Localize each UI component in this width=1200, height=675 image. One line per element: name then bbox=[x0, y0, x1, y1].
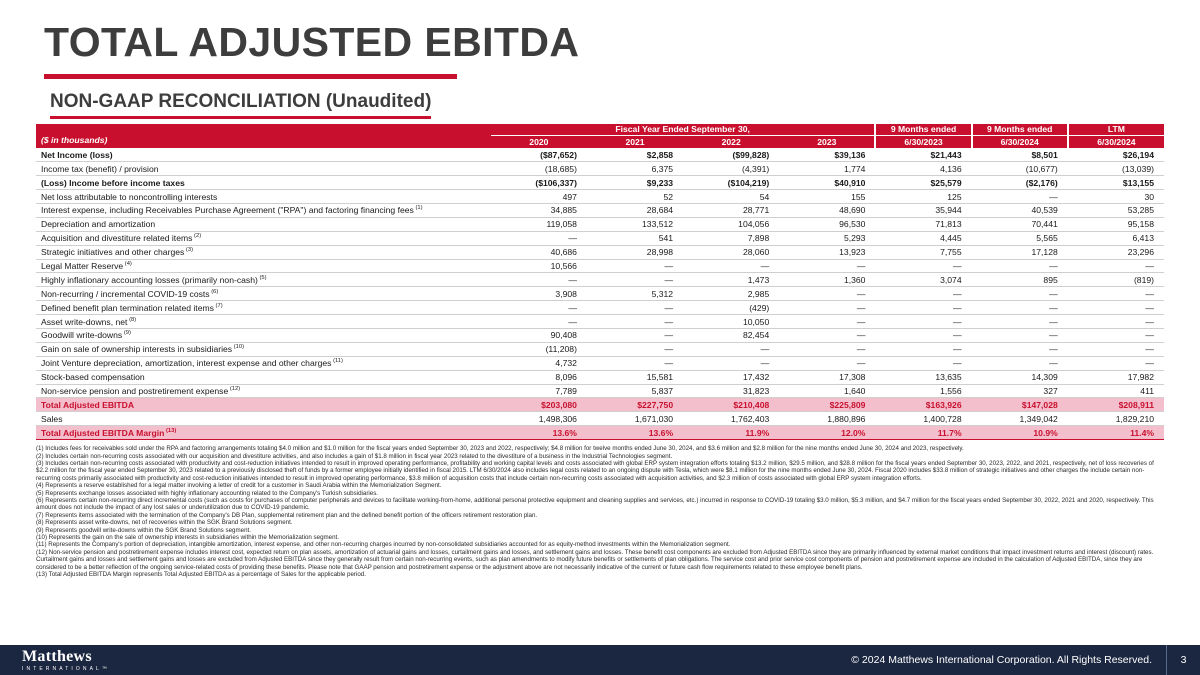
cell-value: $9,233 bbox=[587, 176, 683, 190]
cell-value: $227,750 bbox=[587, 398, 683, 412]
cell-value: 119,058 bbox=[491, 217, 587, 231]
cell-value: 3,074 bbox=[875, 273, 971, 287]
footnote: (6) Represents certain non-recurring direct incremental costs (such as costs for purchases of computer peripherals and devices to facilitate working-from-home, additional personal protective equipment and cleaning supplies and services, etc.) incurred in response to COVID-19 totaling $3.0 million, $5.3 million, and $4.7 million for the fiscal years ended September 30, 2022, 2021 and 2020, respectively. This amount does not include the impact of any lost sales or underutilization due to COVID-19 pandemic. bbox=[36, 496, 1154, 512]
cell-value: $208,911 bbox=[1068, 398, 1164, 412]
cell-value: — bbox=[587, 356, 683, 370]
footnote: (13) Total Adjusted EBITDA Margin represents Total Adjusted EBITDA as a percentage of Sales for the applicable period. bbox=[36, 571, 366, 579]
cell-value: — bbox=[779, 287, 875, 301]
column-group-header: 9 Months ended bbox=[875, 124, 971, 136]
cell-value: 7,898 bbox=[683, 231, 779, 245]
cell-value: 1,349,042 bbox=[972, 412, 1068, 426]
cell-value: — bbox=[972, 356, 1068, 370]
cell-value: (18,685) bbox=[491, 162, 587, 176]
cell-value: — bbox=[1068, 342, 1164, 356]
table-row bbox=[36, 259, 1164, 273]
cell-value: 13,923 bbox=[779, 245, 875, 259]
column-header: 6/30/2024 bbox=[1068, 136, 1164, 148]
table-container bbox=[0, 119, 1200, 440]
table-row bbox=[36, 203, 1164, 217]
cell-value: 1,556 bbox=[875, 384, 971, 398]
cell-value: 411 bbox=[1068, 384, 1164, 398]
cell-value: 155 bbox=[779, 190, 875, 204]
copyright-text: © 2024 Matthews International Corporation. All Rights Reserved. bbox=[851, 654, 1152, 666]
table-row bbox=[36, 245, 1164, 259]
cell-value: — bbox=[491, 231, 587, 245]
cell-value: 7,789 bbox=[491, 384, 587, 398]
row-label: (Loss) Income before income taxes bbox=[36, 176, 491, 190]
cell-value: — bbox=[1068, 315, 1164, 329]
column-header: 2021 bbox=[587, 136, 683, 148]
cell-value: 13.6% bbox=[587, 426, 683, 440]
table-row bbox=[36, 176, 1164, 190]
footnote: (8) Represents asset write-downs, net of recoveries within the SGK Brand Solutions segment. bbox=[36, 519, 293, 527]
row-label: Acquisition and divestiture related items $^{(2)}$ bbox=[36, 231, 491, 245]
cell-value: 4,732 bbox=[491, 356, 587, 370]
cell-value: 82,454 bbox=[683, 328, 779, 342]
table-row bbox=[36, 384, 1164, 398]
cell-value: ($2,176) bbox=[972, 176, 1068, 190]
cell-value: 104,056 bbox=[683, 217, 779, 231]
table-corner-label: ($ in thousands) bbox=[36, 124, 491, 148]
section-subtitle: NON-GAAP RECONCILIATION (Unaudited) bbox=[50, 91, 431, 119]
cell-value: (11,208) bbox=[491, 342, 587, 356]
cell-value: 1,829,210 bbox=[1068, 412, 1164, 426]
logo-subtext: INTERNATIONAL™ bbox=[22, 665, 111, 672]
cell-value: — bbox=[491, 315, 587, 329]
cell-value: 125 bbox=[875, 190, 971, 204]
row-label: Defined benefit plan termination related items $^{(7)}$ bbox=[36, 301, 491, 315]
footnote: (5) Represents exchange losses associated with highly inflationary accounting related to the Company's Turkish subsidiaries. bbox=[36, 489, 379, 497]
cell-value: 95,158 bbox=[1068, 217, 1164, 231]
cell-value: — bbox=[779, 259, 875, 273]
cell-value: 1,774 bbox=[779, 162, 875, 176]
cell-value: 1,360 bbox=[779, 273, 875, 287]
cell-value: — bbox=[587, 342, 683, 356]
cell-value: 1,671,030 bbox=[587, 412, 683, 426]
cell-value: 28,684 bbox=[587, 203, 683, 217]
slide-header bbox=[0, 0, 1200, 119]
cell-value: 13.6% bbox=[491, 426, 587, 440]
row-label: Total Adjusted EBITDA Margin $^{(13)}$ bbox=[36, 426, 491, 440]
cell-value: — bbox=[1068, 259, 1164, 273]
footnote: (12) Non-service pension and postretirement expense includes interest cost, expected return on plan assets, amortization of actuarial gains and losses, curtailment gains and losses, and settlement gains and losses. These benefit cost components are excluded from Adjusted EBITDA since they are primarily influenced by external market conditions that impact investment returns and interest (discount) rates. Curtailment gains and losses and settlement gains and losses are excluded from Adjusted EBITDA since they generally result from certain non-recurring events, such as plan amendments to modify future benefits or settlements of plan obligations. The service cost and prior service cost components of pension and postretirement expense are included in the calculation of Adjusted EBITDA, since they are considered to be a better reflection of the ongoing service-related costs of providing these benefits. Please note that GAAP pension and postretirement expense or the adjustment above are not necessarily indicative of the current or future cash flow requirements related to these employee benefit plans. bbox=[36, 548, 1154, 571]
cell-value: — bbox=[491, 273, 587, 287]
cell-value: 4,445 bbox=[875, 231, 971, 245]
cell-value: — bbox=[875, 356, 971, 370]
cell-value: 70,441 bbox=[972, 217, 1068, 231]
footnote: (10) Represents the gain on the sale of ownership interests in subsidiaries within the Memorialization segment. bbox=[36, 533, 340, 541]
row-label: Strategic initiatives and other charges $^{(3)}$ bbox=[36, 245, 491, 259]
cell-value: 40,539 bbox=[972, 203, 1068, 217]
cell-value: $225,809 bbox=[779, 398, 875, 412]
table-row bbox=[36, 217, 1164, 231]
cell-value: — bbox=[875, 301, 971, 315]
cell-value: — bbox=[1068, 301, 1164, 315]
cell-value: — bbox=[587, 273, 683, 287]
column-header: 6/30/2023 bbox=[875, 136, 971, 148]
page-title: TOTAL ADJUSTED EBITDA bbox=[44, 19, 580, 65]
cell-value: — bbox=[1068, 356, 1164, 370]
footnote-marker: (13) bbox=[164, 427, 177, 434]
cell-value: 17,128 bbox=[972, 245, 1068, 259]
cell-value: 11.7% bbox=[875, 426, 971, 440]
cell-value: 40,686 bbox=[491, 245, 587, 259]
footnote-marker: (4) bbox=[123, 261, 132, 268]
footnote-marker: (1) bbox=[413, 205, 423, 212]
cell-value: 1,473 bbox=[683, 273, 779, 287]
footnote-marker: (7) bbox=[213, 302, 223, 309]
cell-value: ($99,828) bbox=[683, 148, 779, 162]
row-label: Depreciation and amortization bbox=[36, 217, 491, 231]
footnote-marker: (8) bbox=[127, 316, 137, 323]
cell-value: 17,308 bbox=[779, 370, 875, 384]
cell-value: 10,050 bbox=[683, 315, 779, 329]
cell-value: 34,885 bbox=[491, 203, 587, 217]
row-label: Non-recurring / incremental COVID-19 costs $^{(6)}$ bbox=[36, 287, 491, 301]
table-row bbox=[36, 190, 1164, 204]
cell-value: — bbox=[875, 287, 971, 301]
cell-value: (819) bbox=[1068, 273, 1164, 287]
row-label: Interest expense, including Receivables Purchase Agreement ("RPA") and factoring financing fees $^{(1)}$ bbox=[36, 203, 491, 217]
footnote-marker: (12) bbox=[228, 386, 241, 393]
cell-value: 5,312 bbox=[587, 287, 683, 301]
cell-value: $8,501 bbox=[972, 148, 1068, 162]
cell-value: $26,194 bbox=[1068, 148, 1164, 162]
row-label: Stock-based compensation bbox=[36, 370, 491, 384]
cell-value: 13,635 bbox=[875, 370, 971, 384]
cell-value: 4,136 bbox=[875, 162, 971, 176]
cell-value: $210,408 bbox=[683, 398, 779, 412]
cell-value: — bbox=[587, 301, 683, 315]
cell-value: 52 bbox=[587, 190, 683, 204]
cell-value: 2,985 bbox=[683, 287, 779, 301]
cell-value: 17,432 bbox=[683, 370, 779, 384]
cell-value: 48,690 bbox=[779, 203, 875, 217]
cell-value: 11.9% bbox=[683, 426, 779, 440]
page-number: 3 bbox=[1166, 645, 1200, 675]
cell-value: — bbox=[683, 356, 779, 370]
cell-value: 895 bbox=[972, 273, 1068, 287]
row-label: Sales bbox=[36, 412, 491, 426]
table-row bbox=[36, 426, 1164, 440]
row-label: Non-service pension and postretirement expense $^{(12)}$ bbox=[36, 384, 491, 398]
footnote: (4) Represents a reserve established for a legal matter involving a letter of credit for a customer in Saudi Arabia within the Memorialization Segment. bbox=[36, 482, 442, 490]
cell-value: — bbox=[972, 259, 1068, 273]
cell-value: — bbox=[972, 315, 1068, 329]
cell-value: — bbox=[779, 301, 875, 315]
cell-value: 12.0% bbox=[779, 426, 875, 440]
cell-value: 133,512 bbox=[587, 217, 683, 231]
footnotes bbox=[0, 440, 1200, 578]
table-row bbox=[36, 412, 1164, 426]
footnote: (2) Includes certain non-recurring costs associated with our acquisition and divestiture activities, and also includes a gain of $1.8 million in fiscal year 2023 related to the divestiture of a business in the Industrial Technologies segment. bbox=[36, 452, 673, 460]
footnote: (3) Includes certain non-recurring costs associated with productivity and cost-reduction initiatives intended to result in improved operating performance, profitability and working capital levels and costs associated with global ERP system integration efforts totaling $13.2 million, $29.5 million, and $28.8 million for the fiscal years ended September 30, 2023, 2022, and 2021, respectively, net of loss recoveries of $2.2 million for the fiscal year ended September 30, 2023 related to a previously disclosed theft of funds by a former employee initially identified in fiscal 2015. LTM 6/30/2024 also includes legal costs related to an ongoing dispute with Tesla, which were $8.1 million for the nine months ended June 30, 2024. Fiscal 2020 includes $33.8 million of strategic initiatives and other charges the include certain non-recurring costs primarily associated with productivity and cost-reduction initiatives intended to result in improved operating performance, $3.8 million of acquisition costs that include certain non-recurring costs associated with acquisition activities, and $2.3 million of costs associated with global ERP system integration efforts. bbox=[36, 459, 1154, 482]
cell-value: 5,293 bbox=[779, 231, 875, 245]
cell-value: 5,565 bbox=[972, 231, 1068, 245]
cell-value: 23,296 bbox=[1068, 245, 1164, 259]
cell-value: (429) bbox=[683, 301, 779, 315]
row-label: Legal Matter Reserve $^{(4)}$ bbox=[36, 259, 491, 273]
cell-value: 14,309 bbox=[972, 370, 1068, 384]
cell-value: $39,136 bbox=[779, 148, 875, 162]
row-label: Goodwill write-downs $^{(9)}$ bbox=[36, 328, 491, 342]
cell-value: $13,155 bbox=[1068, 176, 1164, 190]
table-row bbox=[36, 398, 1164, 412]
cell-value: 54 bbox=[683, 190, 779, 204]
cell-value: ($104,219) bbox=[683, 176, 779, 190]
cell-value: 1,498,306 bbox=[491, 412, 587, 426]
cell-value: — bbox=[972, 190, 1068, 204]
cell-value: — bbox=[779, 328, 875, 342]
cell-value: 35,944 bbox=[875, 203, 971, 217]
table-row bbox=[36, 148, 1164, 162]
table-row bbox=[36, 370, 1164, 384]
cell-value: 1,640 bbox=[779, 384, 875, 398]
footnote-marker: (3) bbox=[184, 247, 194, 254]
footnote-marker: (6) bbox=[209, 288, 219, 295]
cell-value: (13,039) bbox=[1068, 162, 1164, 176]
cell-value: 3,908 bbox=[491, 287, 587, 301]
cell-value: 497 bbox=[491, 190, 587, 204]
cell-value: 17,982 bbox=[1068, 370, 1164, 384]
row-label: Income tax (benefit) / provision bbox=[36, 162, 491, 176]
row-label: Net Income (loss) bbox=[36, 148, 491, 162]
cell-value: $2,858 bbox=[587, 148, 683, 162]
cell-value: — bbox=[875, 342, 971, 356]
cell-value: 28,060 bbox=[683, 245, 779, 259]
cell-value: 1,400,728 bbox=[875, 412, 971, 426]
matthews-logo bbox=[0, 649, 110, 672]
cell-value: — bbox=[587, 315, 683, 329]
cell-value: — bbox=[587, 328, 683, 342]
column-group-header: 9 Months ended bbox=[972, 124, 1068, 136]
cell-value: — bbox=[683, 342, 779, 356]
cell-value: 327 bbox=[972, 384, 1068, 398]
cell-value: $40,910 bbox=[779, 176, 875, 190]
cell-value: 1,762,403 bbox=[683, 412, 779, 426]
cell-value: 71,813 bbox=[875, 217, 971, 231]
cell-value: — bbox=[587, 259, 683, 273]
cell-value: 31,823 bbox=[683, 384, 779, 398]
footnote-marker: (5) bbox=[257, 275, 267, 281]
table-row bbox=[36, 287, 1164, 301]
cell-value: — bbox=[779, 342, 875, 356]
footnote-marker: (9) bbox=[122, 330, 131, 337]
cell-value: (4,391) bbox=[683, 162, 779, 176]
row-label: Joint Venture depreciation, amortization, interest expense and other charges $^{(11)}$ bbox=[36, 356, 491, 370]
footnote-marker: (11) bbox=[331, 358, 343, 365]
cell-value: 10,566 bbox=[491, 259, 587, 273]
table-row bbox=[36, 315, 1164, 329]
reconciliation-table bbox=[36, 124, 1164, 440]
cell-value: — bbox=[875, 328, 971, 342]
row-label: Asset write-downs, net $^{(8)}$ bbox=[36, 315, 491, 329]
column-header: 2022 bbox=[683, 136, 779, 148]
cell-value: 541 bbox=[587, 231, 683, 245]
column-header: 2020 bbox=[491, 136, 587, 148]
cell-value: $163,926 bbox=[875, 398, 971, 412]
column-header: 6/30/2024 bbox=[972, 136, 1068, 148]
cell-value: 28,771 bbox=[683, 203, 779, 217]
cell-value: 11.4% bbox=[1068, 426, 1164, 440]
cell-value: 28,998 bbox=[587, 245, 683, 259]
table-row bbox=[36, 328, 1164, 342]
cell-value: 53,285 bbox=[1068, 203, 1164, 217]
cell-value: — bbox=[779, 356, 875, 370]
cell-value: — bbox=[875, 315, 971, 329]
cell-value: — bbox=[1068, 287, 1164, 301]
cell-value: 90,408 bbox=[491, 328, 587, 342]
column-group-header: LTM bbox=[1068, 124, 1164, 136]
table-row bbox=[36, 162, 1164, 176]
cell-value: 6,375 bbox=[587, 162, 683, 176]
cell-value: 96,530 bbox=[779, 217, 875, 231]
table-row bbox=[36, 231, 1164, 245]
cell-value: — bbox=[972, 287, 1068, 301]
cell-value: $21,443 bbox=[875, 148, 971, 162]
footnote-marker: (2) bbox=[192, 233, 202, 240]
footnote-marker: (10) bbox=[232, 344, 244, 351]
logo-wordmark: Matthews bbox=[22, 647, 92, 665]
footnote: (1) Includes fees for receivables sold under the RPA and factoring arrangements totaling $4.0 million and $1.0 million for the fiscal years ended September 30, 2023 and 2022, respectively; $4.8 million for twelve months ended June 30, 2024, and $3.6 million and $2.8 million for the nine months ended June 30, 2024 and 2023, respectively. bbox=[36, 445, 964, 453]
cell-value: — bbox=[972, 328, 1068, 342]
row-label: Net loss attributable to noncontrolling interests bbox=[36, 190, 491, 204]
footnote: (9) Represents goodwill write-downs within the SGK Brand Solutions segment. bbox=[36, 526, 251, 534]
column-header: 2023 bbox=[779, 136, 875, 148]
cell-value: — bbox=[875, 259, 971, 273]
cell-value: — bbox=[972, 301, 1068, 315]
cell-value: 8,096 bbox=[491, 370, 587, 384]
cell-value: 6,413 bbox=[1068, 231, 1164, 245]
cell-value: 15,581 bbox=[587, 370, 683, 384]
cell-value: — bbox=[1068, 328, 1164, 342]
footnote: (11) Represents the Company's portion of depreciation, intangible amortization, interest expense, and other non-recurring charges incurred by non-consolidated subsidiaries accounted for as equity-method investments within the Memorialization segment. bbox=[36, 541, 731, 549]
cell-value: — bbox=[972, 342, 1068, 356]
row-label: Total Adjusted EBITDA bbox=[36, 398, 491, 412]
cell-value: ($106,337) bbox=[491, 176, 587, 190]
table-row bbox=[36, 356, 1164, 370]
cell-value: $25,579 bbox=[875, 176, 971, 190]
table-row bbox=[36, 342, 1164, 356]
row-label: Gain on sale of ownership interests in subsidiaries $^{(10)}$ bbox=[36, 342, 491, 356]
cell-value: — bbox=[683, 259, 779, 273]
table-row bbox=[36, 273, 1164, 287]
footer-bar bbox=[0, 645, 1200, 675]
cell-value: 7,755 bbox=[875, 245, 971, 259]
row-label: Highly inflationary accounting losses (primarily non-cash) $^{(5)}$ bbox=[36, 273, 491, 287]
cell-value: $203,080 bbox=[491, 398, 587, 412]
cell-value: 5,837 bbox=[587, 384, 683, 398]
table-row bbox=[36, 301, 1164, 315]
footnote: (7) Represents items associated with the termination of the Company's DB Plan, supplemental retirement plan and the defined benefit portion of the officers retirement restoration plan. bbox=[36, 511, 538, 519]
cell-value: ($87,652) bbox=[491, 148, 587, 162]
cell-value: 1,880,896 bbox=[779, 412, 875, 426]
cell-value: — bbox=[491, 301, 587, 315]
cell-value: 30 bbox=[1068, 190, 1164, 204]
cell-value: — bbox=[779, 315, 875, 329]
cell-value: 10.9% bbox=[972, 426, 1068, 440]
cell-value: (10,677) bbox=[972, 162, 1068, 176]
column-group-header: Fiscal Year Ended September 30, bbox=[491, 124, 876, 136]
cell-value: $147,028 bbox=[972, 398, 1068, 412]
